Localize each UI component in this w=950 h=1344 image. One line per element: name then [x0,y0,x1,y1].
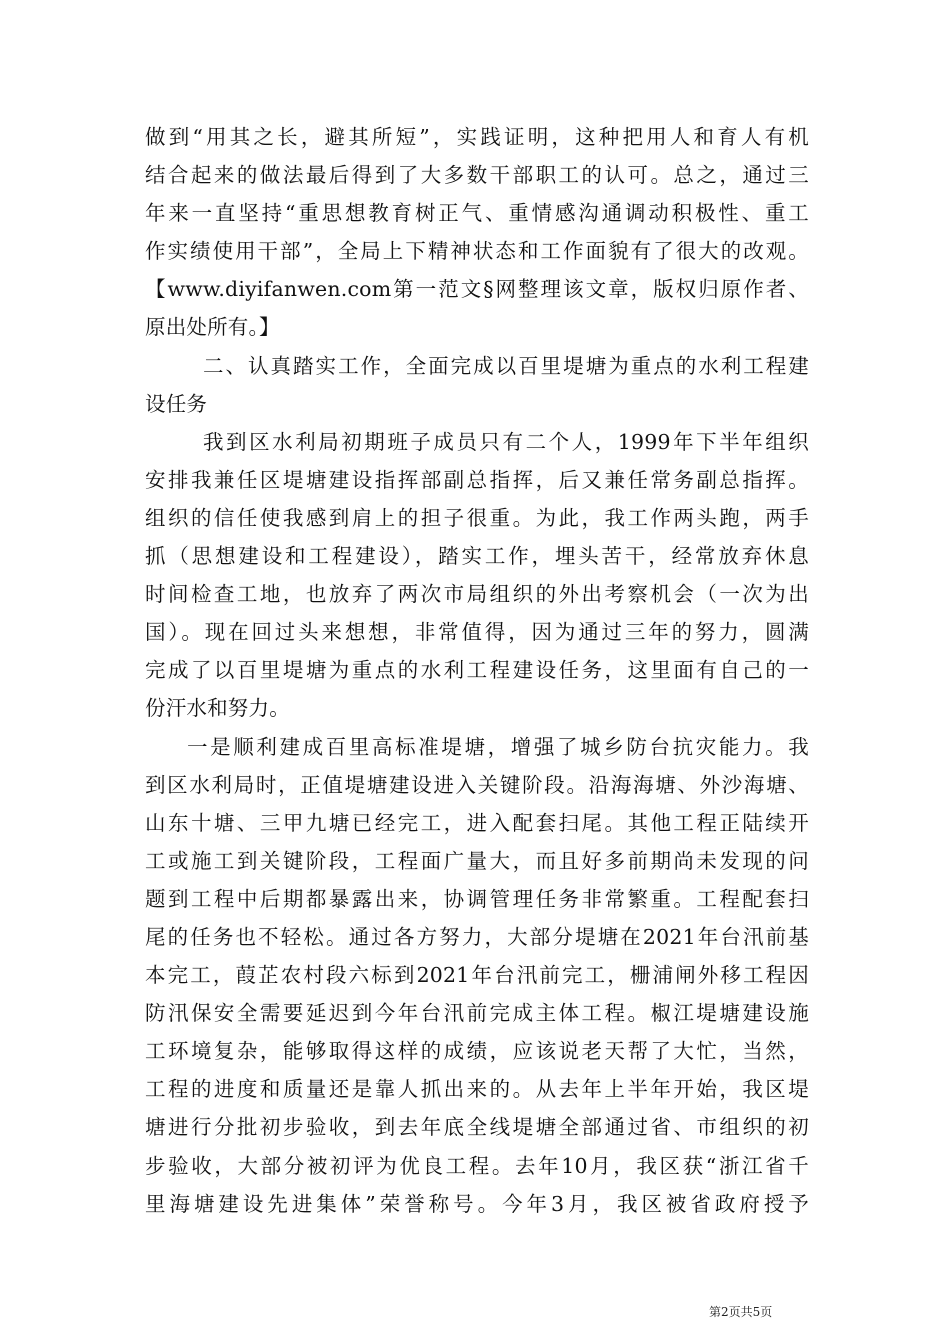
text-line: 抓（思想建设和工程建设），踏实工作，埋头苦干，经常放弃休息 [145,544,809,569]
text-line: 题到工程中后期都暴露出来，协调管理任务非常繁重。工程配套扫 [145,886,809,911]
text-line: 本完工，葭芷农村段六标到2021年台汛前完工，栅浦闸外移工程因 [145,963,809,988]
text-line: 安排我兼任区堤塘建设指挥部副总指挥，后又兼任常务副总指挥。 [145,467,809,492]
text-line: 我到区水利局初期班子成员只有二个人，1999年下半年组织 [203,429,809,454]
text-line: 塘进行分批初步验收，到去年底全线堤塘全部通过省、市组织的初 [145,1115,809,1140]
text-line: 作实绩使用干部”，全局上下精神状态和工作面貌有了很大的改观。 [145,239,809,264]
page-number: 第2页共5页 [709,1305,773,1319]
text-line: 工或施工到关键阶段，工程面广量大，而且好多前期尚未发现的问 [145,848,809,873]
text-line: 结合起来的做法最后得到了大多数干部职工的认可。总之，通过三 [145,163,809,188]
document-body [145,118,809,1223]
text-line: 一是顺利建成百里高标准堤塘，增强了城乡防台抗灾能力。我 [187,734,809,759]
text-line: 山东十塘、三甲九塘已经完工，进入配套扫尾。其他工程正陆续开 [145,810,809,835]
text-line: 步验收，大部分被初评为优良工程。去年10月，我区获“浙江省千 [145,1153,809,1178]
text-line: 年来一直坚持“重思想教育树正气、重情感沟通调动积极性、重工 [145,201,809,226]
text-line: 国）。现在回过头来想想，非常值得，因为通过三年的努力，圆满 [145,620,809,645]
text-line: 防汛保安全需要延迟到今年台汛前完成主体工程。椒江堤塘建设施 [145,1001,809,1026]
text-line: 尾的任务也不轻松。通过各方努力，大部分堤塘在2021年台汛前基 [145,924,809,949]
text-line: 工环境复杂，能够取得这样的成绩，应该说老天帮了大忙，当然， [145,1039,809,1064]
text-line: 原出处所有。】 [145,315,280,340]
section-heading-line: 二、认真踏实工作，全面完成以百里堤塘为重点的水利工程建 [203,353,809,378]
text-line: 到区水利局时，正值堤塘建设进入关键阶段。沿海海塘、外沙海塘、 [145,772,809,797]
section-heading-line: 设任务 [145,391,208,416]
text-line: 【www.diyifanwen.com第一范文§网整理该文章，版权归原作者、 [145,277,809,302]
text-line: 做到“用其之长，避其所短”，实践证明，这种把用人和育人有机 [145,125,809,149]
text-line: 时间检查工地，也放弃了两次市局组织的外出考察机会（一次为出 [145,582,809,607]
text-line: 组织的信任使我感到肩上的担子很重。为此，我工作两头跑，两手 [145,505,809,530]
text-line: 份汗水和努力。 [145,696,290,721]
text-line: 里海塘建设先进集体”荣誉称号。今年3月，我区被省政府授予 [145,1191,809,1216]
text-line: 完成了以百里堤塘为重点的水利工程建设任务，这里面有自己的一 [145,658,809,683]
text-line: 工程的进度和质量还是靠人抓出来的。从去年上半年开始，我区堤 [145,1077,809,1102]
